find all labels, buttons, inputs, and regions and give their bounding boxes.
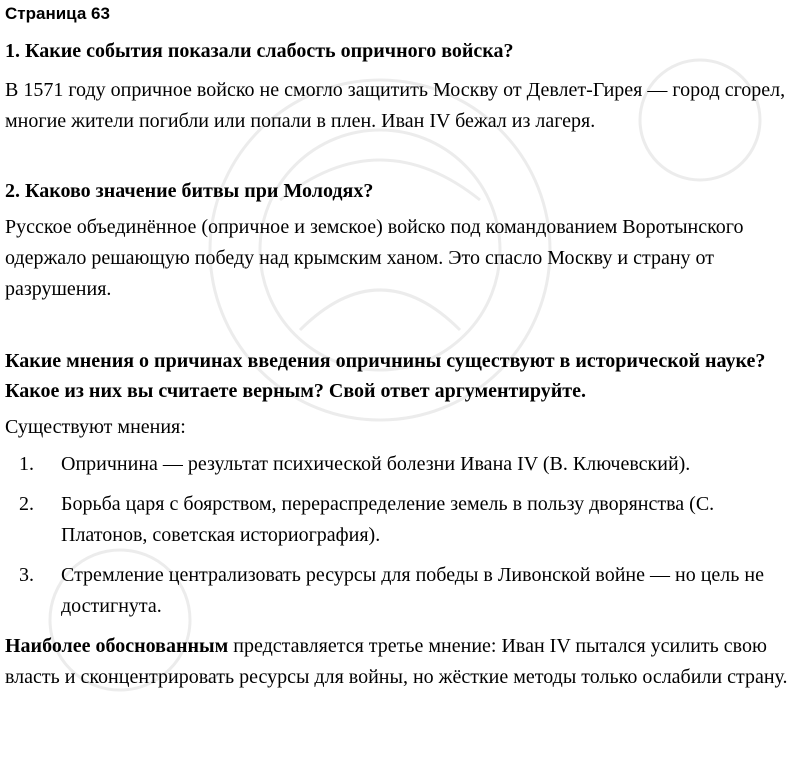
conclusion — [5, 631, 796, 693]
answer-1: В 1571 году опричное войско не смогло защитить Москву от Девлет-Гирея — город сгорел, многие жители погибли или попали в плен. Иван IV бежал из лагеря. — [5, 79, 786, 132]
list-item-number: 3. — [19, 564, 34, 586]
list-item-number: 2. — [19, 493, 34, 515]
list-item — [5, 449, 796, 480]
opinions-intro: Существуют мнения: — [5, 416, 186, 438]
conclusion-bold: Наиболее обоснованным — [5, 635, 229, 657]
question-3: Какие мнения о причинах введения опричнины существуют в исторической науке? Какое из них вы считаете верным? Свой ответ аргументируйте. — [5, 350, 766, 402]
list-item-number: 1. — [19, 453, 34, 475]
list-item-text: Опричнина — результат психической болезни Ивана IV (В. Ключевский). — [61, 453, 691, 475]
list-item-text: Стремление централизовать ресурсы для победы в Ливонской войне — но цель не достигнута. — [61, 564, 764, 617]
list-item — [5, 489, 796, 551]
page-number: Страница 63 — [5, 4, 110, 23]
list-item-text: Борьба царя с боярством, перераспределение земель в пользу дворянства (С. Платонов, советская историография). — [61, 493, 715, 546]
conclusion-text: представляется третье мнение: Иван IV пытался усилить свою власть и сконцентрировать ресурсы для войны, но жёсткие методы только ослабили страну. — [5, 635, 788, 688]
question-2: 2. Каково значение битвы при Молодях? — [5, 180, 374, 202]
opinions-list — [5, 449, 796, 622]
answer-2: Русское объединённое (опричное и земское) войско под командованием Воротынского одержало решающую победу над крымским ханом. Это спасло Москву и страну от разрушения. — [5, 216, 744, 300]
list-item — [5, 560, 796, 622]
spacer — [5, 305, 796, 346]
spacer — [5, 137, 796, 176]
question-1: 1. Какие события показали слабость опричного войска? — [5, 40, 514, 62]
